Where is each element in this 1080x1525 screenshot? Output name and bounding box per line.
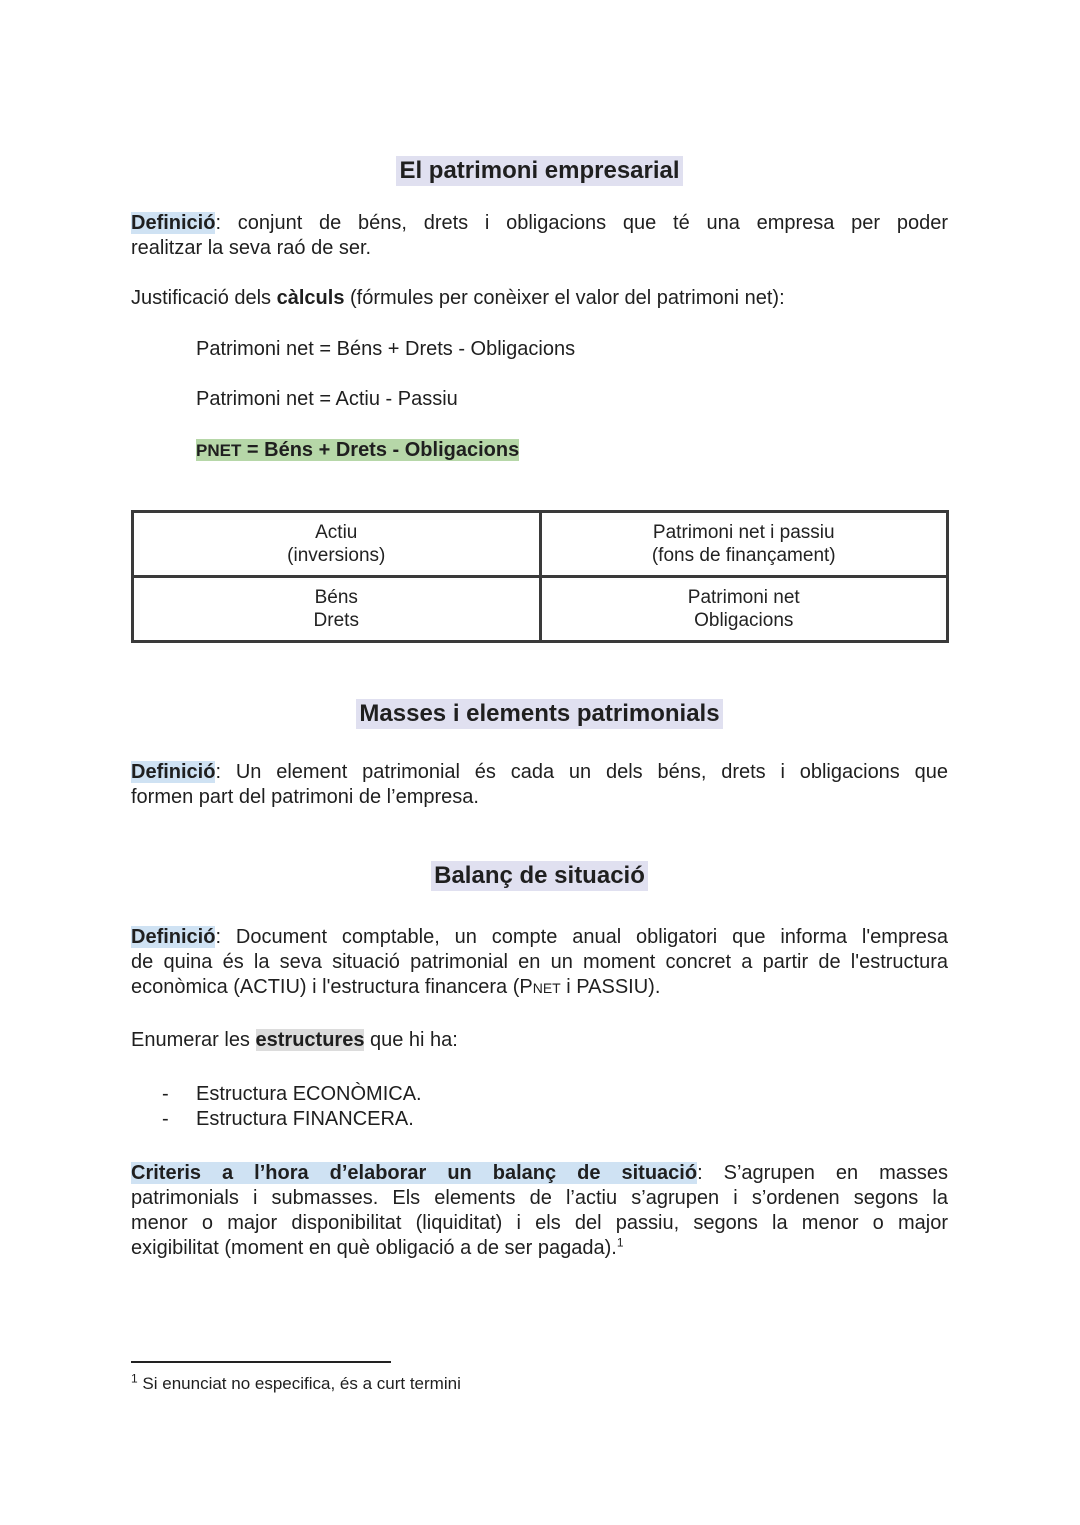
formula-2: Patrimoni net = Actiu - Passiu bbox=[196, 388, 458, 410]
definition-label: Definició bbox=[131, 926, 216, 948]
table-cell-actiu bbox=[133, 512, 541, 577]
cell-line: (inversions) bbox=[287, 545, 386, 566]
formula-3-highlight bbox=[196, 439, 519, 461]
justification-bold: càlculs bbox=[276, 287, 345, 309]
definition-text-end: i PASSIU). bbox=[560, 976, 661, 998]
definition-text: : Un element patrimonial és cada un dels béns, drets i obligacions que bbox=[215, 761, 948, 783]
cell-line: Béns bbox=[314, 587, 358, 608]
table-cell-pnet-obligacions bbox=[540, 577, 948, 642]
definition-smallcaps: net bbox=[532, 976, 561, 998]
section-title-patrimoni bbox=[131, 156, 948, 186]
definition-text: : Document comptable, un compte anual obligatori que informa l'empresa bbox=[215, 926, 948, 948]
footnote-divider bbox=[131, 1361, 391, 1363]
table-cell-bens-drets bbox=[133, 577, 541, 642]
definition-text: econòmica (ACTIU) i l'estructura financera (P bbox=[131, 976, 533, 998]
section-title-masses bbox=[131, 699, 948, 729]
cell-line: Drets bbox=[313, 610, 359, 631]
enumerate-line bbox=[131, 1028, 948, 1053]
definition-patrimoni-line1 bbox=[131, 211, 948, 236]
enumerate-bold: estructures bbox=[255, 1029, 365, 1051]
table-row bbox=[133, 512, 948, 577]
formula-3-prefix: PNET bbox=[196, 441, 242, 460]
heading-text: Masses i elements patrimonials bbox=[356, 699, 722, 729]
justification-line bbox=[131, 286, 948, 311]
enumerate-text-end: que hi ha: bbox=[364, 1029, 458, 1051]
criteria-text: : S’agrupen en masses bbox=[697, 1162, 948, 1184]
section-title-balanc bbox=[131, 861, 948, 891]
criteria-line4 bbox=[131, 1236, 948, 1261]
list-bullet: - bbox=[162, 1108, 169, 1130]
footnote-mark: 1 bbox=[131, 1371, 138, 1386]
definition-balanc-line1 bbox=[131, 925, 948, 950]
list-item: Estructura ECONÒMICA. bbox=[196, 1083, 422, 1105]
definition-patrimoni-line2: realitzar la seva raó de ser. bbox=[131, 237, 372, 259]
footnote-reference: 1 bbox=[616, 1235, 624, 1250]
formula-3 bbox=[196, 438, 896, 463]
definition-label: Definició bbox=[131, 212, 216, 234]
heading-text: El patrimoni empresarial bbox=[396, 156, 682, 186]
cell-line: (fons de finançament) bbox=[651, 545, 836, 566]
list-item: Estructura FINANCERA. bbox=[196, 1108, 414, 1130]
cell-line: Actiu bbox=[315, 522, 358, 543]
definition-label: Definició bbox=[131, 761, 216, 783]
criteria-text-end: exigibilitat (moment en què obligació a de ser pagada). bbox=[131, 1237, 617, 1259]
list-bullet: - bbox=[162, 1083, 169, 1105]
criteria-line2: patrimonials i submasses. Els elements de l’actiu s’agrupen i s’ordenen segons la bbox=[131, 1187, 948, 1209]
definition-text: : conjunt de béns, drets i obligacions que té una empresa per poder bbox=[215, 212, 948, 234]
cell-line: Obligacions bbox=[694, 610, 794, 631]
definition-balanc-line3 bbox=[131, 975, 948, 1000]
definition-masses-line1 bbox=[131, 760, 948, 785]
definition-balanc-line2: de quina és la seva situació patrimonial en un moment concret a partir de l'estructura bbox=[131, 951, 948, 973]
justification-text: Justificació dels bbox=[131, 287, 277, 309]
heading-text: Balanç de situació bbox=[431, 861, 648, 891]
cell-line: Patrimoni net bbox=[687, 587, 800, 608]
justification-text-end: (fórmules per conèixer el valor del patrimoni net): bbox=[344, 287, 785, 309]
definition-masses-line2: formen part del patrimoni de l’empresa. bbox=[131, 786, 479, 808]
enumerate-text: Enumerar les bbox=[131, 1029, 256, 1051]
cell-line: Patrimoni net i passiu bbox=[652, 522, 835, 543]
balance-table bbox=[131, 510, 949, 643]
table-row bbox=[133, 577, 948, 642]
footnote-text: Si enunciat no especifica, és a curt termini bbox=[137, 1374, 461, 1393]
formula-3-rest: = Béns + Drets - Obligacions bbox=[241, 439, 520, 461]
formula-1: Patrimoni net = Béns + Drets - Obligacions bbox=[196, 338, 576, 360]
criteria-label: Criteris a l’hora d’elaborar un balanç de situació bbox=[131, 1162, 698, 1184]
table-cell-patrimoni-passiu bbox=[540, 512, 948, 577]
criteria-line1 bbox=[131, 1161, 948, 1186]
criteria-line3: menor o major disponibilitat (liquiditat) i els del passiu, segons la menor o major bbox=[131, 1212, 948, 1234]
footnote bbox=[131, 1371, 461, 1394]
